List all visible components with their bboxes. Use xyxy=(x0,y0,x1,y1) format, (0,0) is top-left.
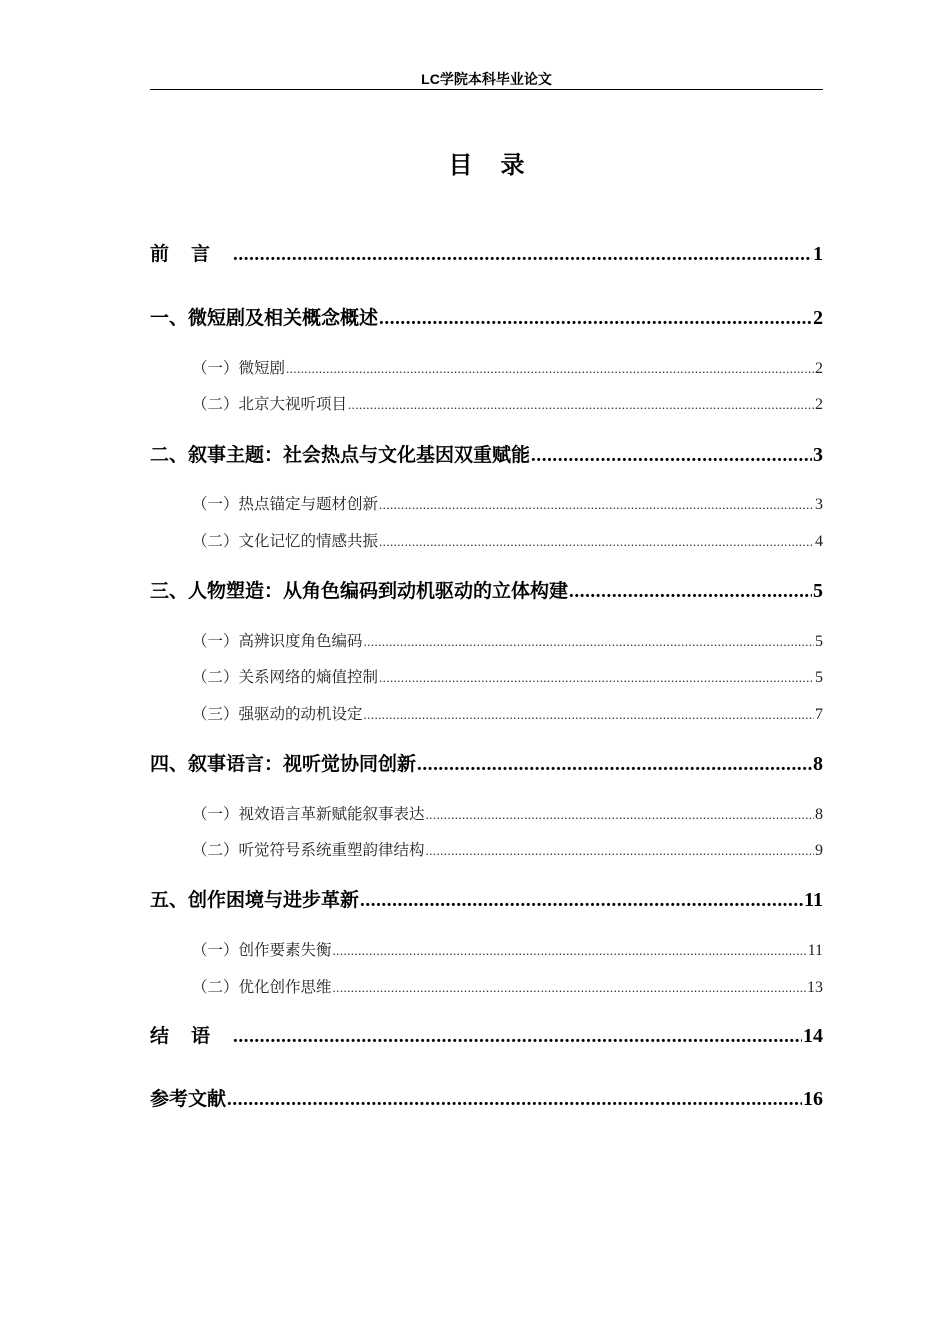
toc-entry-page: 5 xyxy=(813,580,823,602)
toc-entry-label: 四、叙事语言：视听觉协同创新 xyxy=(150,753,417,775)
toc-subentry-page: 5 xyxy=(815,669,823,686)
dot-leader xyxy=(227,1086,802,1114)
dot-leader xyxy=(233,241,812,269)
toc-subentry-page: 8 xyxy=(815,806,823,823)
toc-subentry-page: 13 xyxy=(807,979,823,996)
toc-subentry-label: （一）微短剧 xyxy=(192,359,286,377)
toc-entry-page: 8 xyxy=(813,753,823,775)
dot-leader xyxy=(364,704,814,726)
toc-title: 目录 xyxy=(448,151,553,179)
toc-subentry-label: （二）文化记忆的情感共振 xyxy=(192,532,379,550)
dot-leader xyxy=(379,305,812,333)
toc-subentry-page: 4 xyxy=(815,533,823,550)
toc-entry[interactable] xyxy=(150,240,823,269)
toc-entry[interactable] xyxy=(150,886,823,915)
toc-entry-page: 14 xyxy=(803,1025,823,1047)
dot-leader xyxy=(360,887,803,915)
toc-subentry-label: （二）听觉符号系统重塑韵律结构 xyxy=(192,841,425,859)
toc-subentry-label: （一）高辨识度角色编码 xyxy=(192,632,363,650)
toc-entry-page: 11 xyxy=(804,889,823,911)
toc-entry[interactable] xyxy=(150,441,823,470)
toc-subentry[interactable] xyxy=(192,493,823,516)
toc-subentry[interactable] xyxy=(192,703,823,726)
toc-subentry-label: （一）热点锚定与题材创新 xyxy=(192,495,379,513)
toc-subentry[interactable] xyxy=(192,530,823,553)
toc-entry-page: 16 xyxy=(803,1088,823,1110)
toc-entry-label: 结语 xyxy=(150,1025,233,1047)
toc-entry[interactable] xyxy=(150,1022,823,1051)
toc-entry-label: 三、人物塑造：从角色编码到动机驱动的立体构建 xyxy=(150,580,569,602)
dot-leader xyxy=(348,394,814,416)
toc-subentry[interactable] xyxy=(192,839,823,862)
toc-subentry-label: （一）视效语言革新赋能叙事表达 xyxy=(192,805,425,823)
dot-leader xyxy=(417,751,812,779)
toc-subentry-page: 9 xyxy=(815,842,823,859)
toc-entry-label: 二、叙事主题：社会热点与文化基因双重赋能 xyxy=(150,444,531,466)
toc-entry-label: 五、创作困境与进步革新 xyxy=(150,889,360,911)
toc-entry[interactable] xyxy=(150,1085,823,1114)
toc-subentry[interactable] xyxy=(192,803,823,826)
toc-entry-label: 一、微短剧及相关概念概述 xyxy=(150,307,379,329)
toc-entry-page: 1 xyxy=(813,243,823,265)
dot-leader xyxy=(333,940,807,962)
toc-subentry[interactable] xyxy=(192,393,823,416)
toc-subentry-label: （二）关系网络的熵值控制 xyxy=(192,668,379,686)
dot-leader xyxy=(364,631,814,653)
toc-subentry-label: （二）优化创作思维 xyxy=(192,978,332,996)
dot-leader xyxy=(333,977,806,999)
dot-leader xyxy=(569,578,812,606)
toc-subentry[interactable] xyxy=(192,357,823,380)
dot-leader xyxy=(531,442,812,470)
dot-leader xyxy=(286,358,814,380)
toc-subentry-label: （三）强驱动的动机设定 xyxy=(192,705,363,723)
header-rule xyxy=(150,89,823,90)
toc-entry[interactable] xyxy=(150,304,823,333)
dot-leader xyxy=(379,531,814,553)
dot-leader xyxy=(233,1023,802,1051)
toc-subentry-page: 5 xyxy=(815,633,823,650)
toc-subentry-page: 7 xyxy=(815,706,823,723)
dot-leader xyxy=(379,494,814,516)
toc-entry[interactable] xyxy=(150,577,823,606)
toc-subentry-page: 2 xyxy=(815,396,823,413)
toc-entry-label: 前言 xyxy=(150,243,233,265)
toc-subentry[interactable] xyxy=(192,976,823,999)
toc-entry-page: 2 xyxy=(813,307,823,329)
dot-leader xyxy=(426,804,814,826)
dot-leader xyxy=(379,667,814,689)
running-header: LC学院本科毕业论文 xyxy=(421,71,552,87)
toc-subentry-label: （一）创作要素失衡 xyxy=(192,941,332,959)
dot-leader xyxy=(426,840,814,862)
toc-entry-page: 3 xyxy=(813,444,823,466)
toc-subentry-page: 11 xyxy=(807,942,823,959)
toc-subentry[interactable] xyxy=(192,939,823,962)
toc-entry-label: 参考文献 xyxy=(150,1088,227,1110)
toc-subentry-page: 2 xyxy=(815,360,823,377)
toc-subentry[interactable] xyxy=(192,630,823,653)
toc-subentry-page: 3 xyxy=(815,496,823,513)
toc-entry[interactable] xyxy=(150,750,823,779)
toc-subentry-label: （二）北京大视听项目 xyxy=(192,395,348,413)
toc-subentry[interactable] xyxy=(192,666,823,689)
